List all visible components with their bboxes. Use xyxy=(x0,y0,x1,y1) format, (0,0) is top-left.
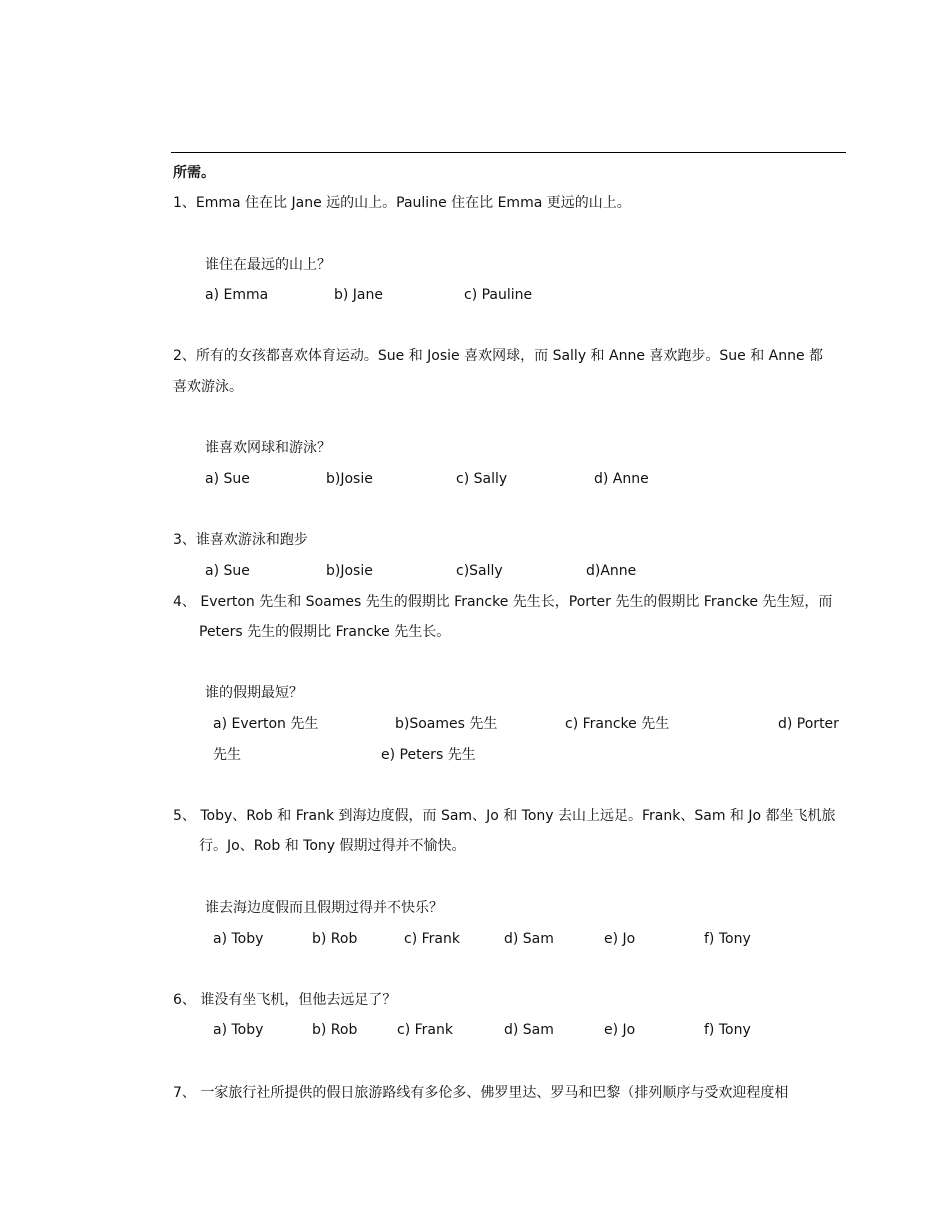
q6-stem: 6、 谁没有坐飞机，但他去远足了？ xyxy=(173,992,397,1008)
q6-option-d[interactable]: d) Sam xyxy=(504,1022,554,1038)
q3-option-c[interactable]: c)Sally xyxy=(456,563,503,579)
q4-option-d-cont[interactable]: 先生 xyxy=(213,747,241,763)
q5-option-b[interactable]: b) Rob xyxy=(312,931,358,947)
q6-option-a[interactable]: a) Toby xyxy=(213,1022,264,1038)
q5-stem-line1: 5、 Toby、Rob 和 Frank 到海边度假，而 Sam、Jo 和 Tony 去山上远足。Frank、Sam 和 Jo 都坐飞机旅 xyxy=(173,808,836,824)
q5-option-f[interactable]: f) Tony xyxy=(704,931,751,947)
header-rule xyxy=(171,152,846,153)
q5-option-e[interactable]: e) Jo xyxy=(604,931,636,947)
q4-option-e[interactable]: e) Peters 先生 xyxy=(381,747,476,763)
q7-stem: 7、 一家旅行社所提供的假日旅游路线有多伦多、佛罗里达、罗马和巴黎（排列顺序与受欢迎程度相 xyxy=(173,1085,789,1101)
q2-option-a[interactable]: a) Sue xyxy=(205,471,250,487)
q3-option-a[interactable]: a) Sue xyxy=(205,563,250,579)
q1-option-c[interactable]: c) Pauline xyxy=(464,287,533,303)
q4-option-d[interactable]: d) Porter xyxy=(778,716,839,732)
q2-stem-line2: 喜欢游泳。 xyxy=(173,379,243,395)
q6-option-f[interactable]: f) Tony xyxy=(704,1022,751,1038)
q4-option-c[interactable]: c) Francke 先生 xyxy=(565,716,670,732)
q2-stem-line1: 2、所有的女孩都喜欢体育运动。Sue 和 Josie 喜欢网球，而 Sally 和 Anne 喜欢跑步。Sue 和 Anne 都 xyxy=(173,348,824,364)
q5-question: 谁去海边度假而且假期过得并不快乐？ xyxy=(205,900,443,916)
q1-option-b[interactable]: b) Jane xyxy=(334,287,383,303)
q5-option-d[interactable]: d) Sam xyxy=(504,931,554,947)
q1-option-a[interactable]: a) Emma xyxy=(205,287,269,303)
q5-option-a[interactable]: a) Toby xyxy=(213,931,264,947)
q3-option-d[interactable]: d)Anne xyxy=(586,563,637,579)
q2-option-c[interactable]: c) Sally xyxy=(456,471,508,487)
q6-option-c[interactable]: c) Frank xyxy=(397,1022,453,1038)
q6-option-e[interactable]: e) Jo xyxy=(604,1022,636,1038)
q6-option-b[interactable]: b) Rob xyxy=(312,1022,358,1038)
q3-stem: 3、谁喜欢游泳和跑步 xyxy=(173,532,308,548)
q2-question: 谁喜欢网球和游泳？ xyxy=(205,440,331,456)
q3-option-b[interactable]: b)Josie xyxy=(326,563,373,579)
q4-stem-line1: 4、 Everton 先生和 Soames 先生的假期比 Francke 先生长，Porter 先生的假期比 Francke 先生短，而 xyxy=(173,594,833,610)
q2-option-b[interactable]: b)Josie xyxy=(326,471,373,487)
q5-stem-line2: 行。Jo、Rob 和 Tony 假期过得并不愉快。 xyxy=(199,838,466,854)
q4-option-a[interactable]: a) Everton 先生 xyxy=(213,716,319,732)
q1-question: 谁住在最远的山上？ xyxy=(205,257,331,273)
q4-option-b[interactable]: b)Soames 先生 xyxy=(395,716,498,732)
q5-option-c[interactable]: c) Frank xyxy=(404,931,460,947)
q4-question: 谁的假期最短？ xyxy=(205,685,303,701)
q4-stem-line2: Peters 先生的假期比 Francke 先生长。 xyxy=(199,624,451,640)
intro-text: 所需。 xyxy=(173,165,215,181)
q1-stem: 1、Emma 住在比 Jane 远的山上。Pauline 住在比 Emma 更远的山上。 xyxy=(173,195,631,211)
q2-option-d[interactable]: d) Anne xyxy=(594,471,649,487)
